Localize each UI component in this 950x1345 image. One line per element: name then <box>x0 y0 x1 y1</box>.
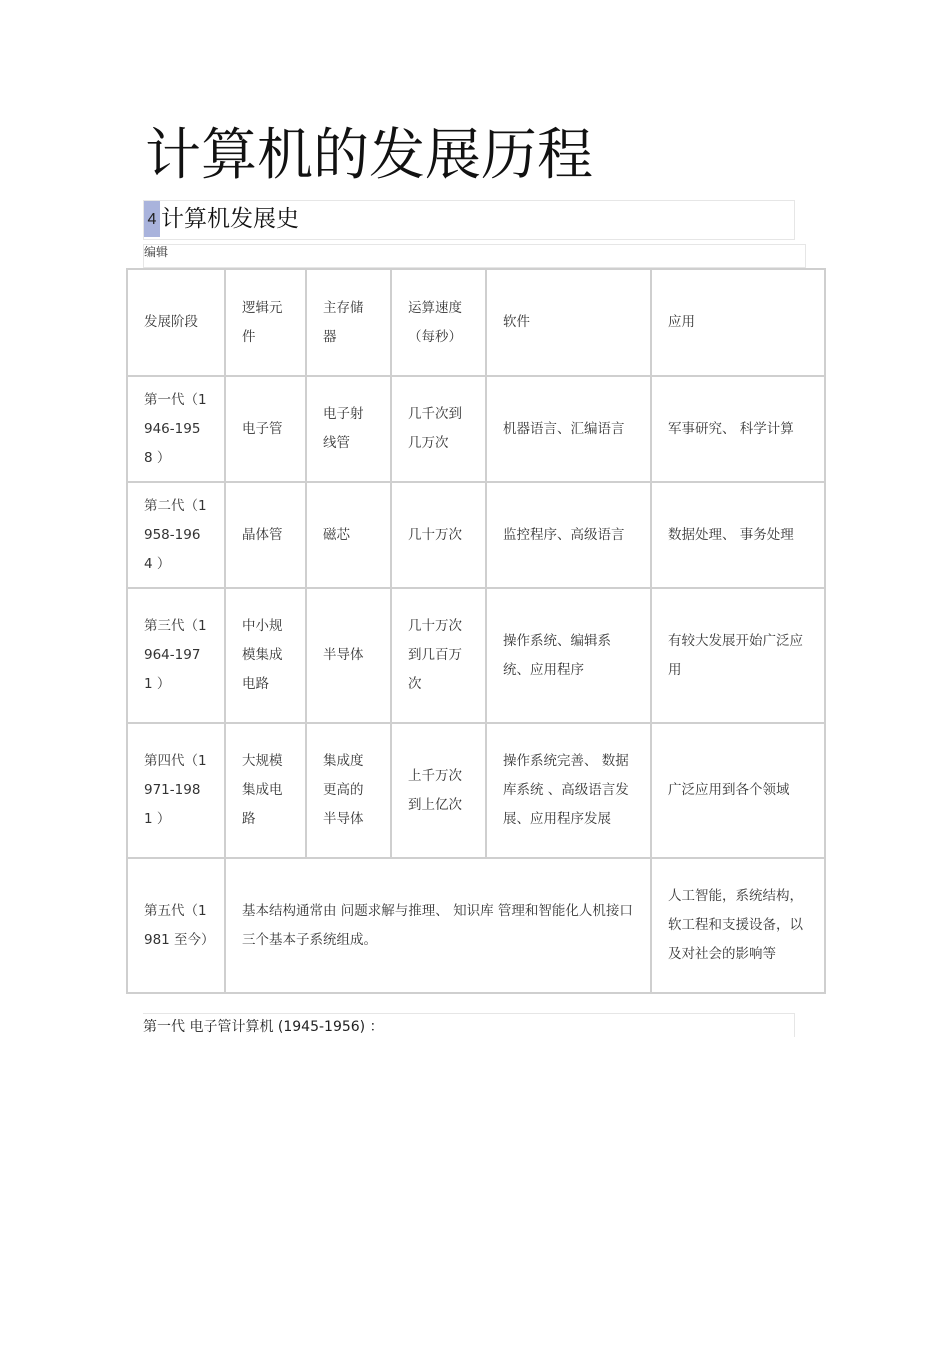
history-table <box>126 268 826 994</box>
table-row <box>127 482 825 588</box>
table-cell: 操作系统、编辑系统、应用程序 <box>486 588 651 723</box>
header-cell: 主存储器 <box>306 269 391 376</box>
merged-description-cell: 基本结构通常由 问题求解与推理、 知识库 管理和智能化人机接口三个基本子系统组成。 <box>225 858 651 993</box>
edit-bar <box>143 244 806 268</box>
table-cell: 电子射线管 <box>306 376 391 482</box>
table-cell: 半导体 <box>306 588 391 723</box>
table-cell: 人工智能，系统结构，软工程和支援设备，以及对社会的影响等 <box>651 858 825 993</box>
table-cell: 第三代（1964-1971 ） <box>127 588 225 723</box>
table-cell: 中小规模集成电路 <box>225 588 306 723</box>
table-cell: 操作系统完善、 数据库系统 、高级语言发展、应用程序发展 <box>486 723 651 858</box>
table-cell: 机器语言、汇编语言 <box>486 376 651 482</box>
table-cell: 磁芯 <box>306 482 391 588</box>
table-row <box>127 588 825 723</box>
next-section <box>143 1013 795 1037</box>
section-title: 计算机发展史 <box>161 206 299 232</box>
table-cell: 第四代（1971-1981 ） <box>127 723 225 858</box>
header-cell: 应用 <box>651 269 825 376</box>
table-cell: 电子管 <box>225 376 306 482</box>
edit-link[interactable]: 编辑 <box>144 245 169 259</box>
table-cell: 第一代（1946-1958 ） <box>127 376 225 482</box>
table-cell: 第二代（1958-1964 ） <box>127 482 225 588</box>
first-generation-heading: 第一代 电子管计算机 (1945-1956) ： <box>143 1019 384 1035</box>
section-heading <box>143 200 795 240</box>
table-cell: 晶体管 <box>225 482 306 588</box>
table-cell: 监控程序、高级语言 <box>486 482 651 588</box>
table-cell: 大规模集成电路 <box>225 723 306 858</box>
page-title: 计算机的发展历程 <box>145 123 593 188</box>
table-cell: 上千万次到上亿次 <box>391 723 486 858</box>
table-cell: 几十万次 <box>391 482 486 588</box>
table-row <box>127 723 825 858</box>
section-number: 4 <box>144 201 160 237</box>
table-header-row <box>127 269 825 376</box>
header-cell: 发展阶段 <box>127 269 225 376</box>
table-row <box>127 858 825 993</box>
header-cell: 运算速度（每秒） <box>391 269 486 376</box>
table-cell: 数据处理、 事务处理 <box>651 482 825 588</box>
table-cell: 有较大发展开始广泛应用 <box>651 588 825 723</box>
table-cell: 集成度更高的半导体 <box>306 723 391 858</box>
table-cell: 第五代（1981 至今） <box>127 858 225 993</box>
table-cell: 几千次到几万次 <box>391 376 486 482</box>
table-cell: 军事研究、 科学计算 <box>651 376 825 482</box>
table-row <box>127 376 825 482</box>
table-cell: 几十万次到几百万次 <box>391 588 486 723</box>
header-cell: 软件 <box>486 269 651 376</box>
header-cell: 逻辑元件 <box>225 269 306 376</box>
table-cell: 广泛应用到各个领域 <box>651 723 825 858</box>
